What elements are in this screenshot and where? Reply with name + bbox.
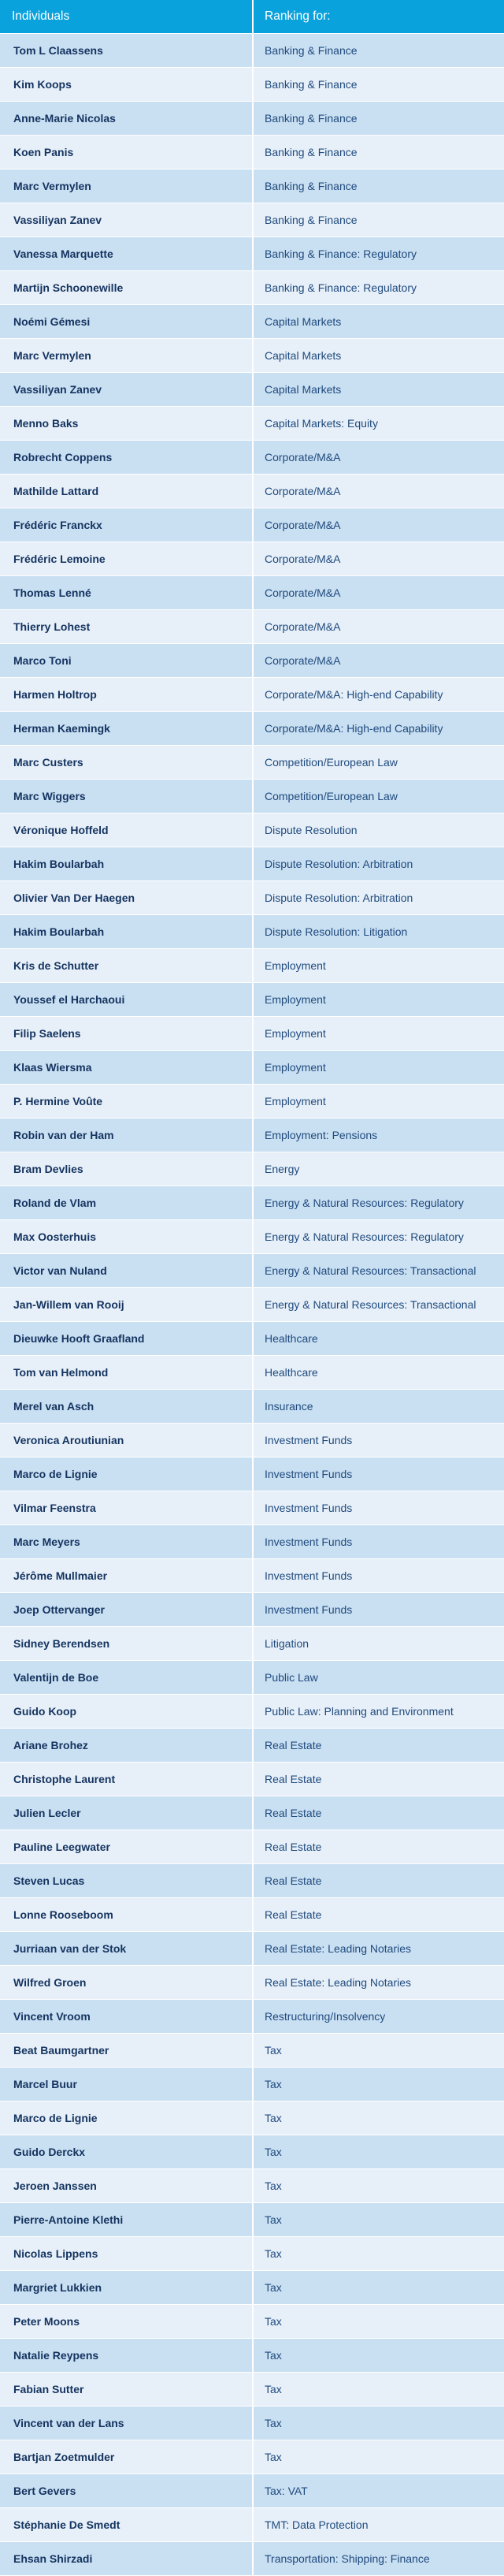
table-row: [0, 34, 504, 68]
individual-name: Vincent Vroom: [0, 2000, 252, 2034]
individual-name: Klaas Wiersma: [0, 1051, 252, 1085]
individual-name: Stéphanie De Smedt: [0, 2508, 252, 2542]
individual-name: Julien Lecler: [0, 1796, 252, 1830]
individual-name: Harmen Holtrop: [0, 678, 252, 712]
ranking-category: Dispute Resolution: Arbitration: [252, 881, 504, 915]
table-row: [0, 712, 504, 746]
ranking-category: Corporate/M&A: [252, 441, 504, 475]
individual-name: Véronique Hoffeld: [0, 813, 252, 847]
individual-name: Bram Devlies: [0, 1152, 252, 1186]
table-row: [0, 2440, 504, 2474]
ranking-category: Competition/European Law: [252, 746, 504, 780]
column-header-ranking: Ranking for:: [252, 0, 504, 34]
ranking-category: Corporate/M&A: [252, 542, 504, 576]
table-row: [0, 1525, 504, 1559]
ranking-category: Tax: [252, 2203, 504, 2237]
table-row: [0, 881, 504, 915]
ranking-category: Banking & Finance: Regulatory: [252, 237, 504, 271]
individual-name: Guido Derckx: [0, 2135, 252, 2169]
table-row: [0, 2407, 504, 2440]
ranking-category: Employment: [252, 983, 504, 1017]
individual-name: Marc Vermylen: [0, 339, 252, 373]
table-row: [0, 1254, 504, 1288]
table-row: [0, 1661, 504, 1695]
individual-name: Valentijn de Boe: [0, 1661, 252, 1695]
ranking-category: Investment Funds: [252, 1457, 504, 1491]
individual-name: P. Hermine Voûte: [0, 1085, 252, 1119]
ranking-category: Banking & Finance: [252, 102, 504, 136]
individual-name: Vanessa Marquette: [0, 237, 252, 271]
individual-name: Max Oosterhuis: [0, 1220, 252, 1254]
table-row: [0, 2135, 504, 2169]
table-row: [0, 1830, 504, 1864]
individual-name: Nicolas Lippens: [0, 2237, 252, 2271]
table-row: [0, 407, 504, 441]
ranking-category: Healthcare: [252, 1356, 504, 1390]
table-row: [0, 2373, 504, 2407]
individual-name: Marc Custers: [0, 746, 252, 780]
table-row: [0, 678, 504, 712]
ranking-category: Investment Funds: [252, 1491, 504, 1525]
individual-name: Bert Gevers: [0, 2474, 252, 2508]
individual-name: Filip Saelens: [0, 1017, 252, 1051]
ranking-category: Tax: VAT: [252, 2474, 504, 2508]
table-row: [0, 1424, 504, 1457]
individual-name: Frédéric Lemoine: [0, 542, 252, 576]
table-row: [0, 508, 504, 542]
individual-name: Herman Kaemingk: [0, 712, 252, 746]
table-body: [0, 34, 504, 2576]
individual-name: Marc Wiggers: [0, 780, 252, 813]
ranking-category: Real Estate: [252, 1729, 504, 1763]
table-row: [0, 1186, 504, 1220]
individual-name: Dieuwke Hooft Graafland: [0, 1322, 252, 1356]
table-row: [0, 373, 504, 407]
ranking-category: Banking & Finance: [252, 203, 504, 237]
individual-name: Vassiliyan Zanev: [0, 373, 252, 407]
ranking-category: Dispute Resolution: Arbitration: [252, 847, 504, 881]
column-header-individuals: Individuals: [0, 0, 252, 34]
ranking-category: Banking & Finance: [252, 169, 504, 203]
individual-name: Kris de Schutter: [0, 949, 252, 983]
table-row: [0, 949, 504, 983]
table-row: [0, 1559, 504, 1593]
individual-name: Noémi Gémesi: [0, 305, 252, 339]
table-row: [0, 441, 504, 475]
ranking-category: Employment: [252, 1085, 504, 1119]
ranking-category: Corporate/M&A: High-end Capability: [252, 678, 504, 712]
ranking-category: Tax: [252, 2305, 504, 2339]
individual-name: Martijn Schoonewille: [0, 271, 252, 305]
ranking-category: Real Estate: [252, 1864, 504, 1898]
table-row: [0, 813, 504, 847]
table-row: [0, 1796, 504, 1830]
table-row: [0, 644, 504, 678]
individual-name: Veronica Aroutiunian: [0, 1424, 252, 1457]
table-row: [0, 2474, 504, 2508]
ranking-category: Insurance: [252, 1390, 504, 1424]
table-row: [0, 1322, 504, 1356]
individual-name: Thomas Lenné: [0, 576, 252, 610]
ranking-category: Real Estate: [252, 1898, 504, 1932]
individual-name: Guido Koop: [0, 1695, 252, 1729]
individual-name: Joep Ottervanger: [0, 1593, 252, 1627]
table-row: [0, 2339, 504, 2373]
individual-name: Tom van Helmond: [0, 1356, 252, 1390]
ranking-category: Healthcare: [252, 1322, 504, 1356]
ranking-category: Real Estate: [252, 1796, 504, 1830]
individual-name: Vilmar Feenstra: [0, 1491, 252, 1525]
table-row: [0, 1763, 504, 1796]
individual-name: Frédéric Franckx: [0, 508, 252, 542]
ranking-category: Capital Markets: [252, 339, 504, 373]
ranking-category: Real Estate: Leading Notaries: [252, 1932, 504, 1966]
table-row: [0, 1457, 504, 1491]
individual-name: Roland de Vlam: [0, 1186, 252, 1220]
table-row: [0, 915, 504, 949]
ranking-category: Corporate/M&A: [252, 508, 504, 542]
individual-name: Youssef el Harchaoui: [0, 983, 252, 1017]
table-row: [0, 1932, 504, 1966]
ranking-category: Public Law: Planning and Environment: [252, 1695, 504, 1729]
table-row: [0, 339, 504, 373]
individual-name: Jan-Willem van Rooij: [0, 1288, 252, 1322]
table-row: [0, 1051, 504, 1085]
individual-name: Jérôme Mullmaier: [0, 1559, 252, 1593]
table-row: [0, 2169, 504, 2203]
individual-name: Vassiliyan Zanev: [0, 203, 252, 237]
ranking-category: Banking & Finance: [252, 34, 504, 68]
table-row: [0, 746, 504, 780]
individual-name: Peter Moons: [0, 2305, 252, 2339]
table-row: [0, 1491, 504, 1525]
ranking-category: Corporate/M&A: High-end Capability: [252, 712, 504, 746]
individual-name: Margriet Lukkien: [0, 2271, 252, 2305]
ranking-category: Employment: [252, 1017, 504, 1051]
individual-name: Sidney Berendsen: [0, 1627, 252, 1661]
table-row: [0, 1695, 504, 1729]
individual-name: Robrecht Coppens: [0, 441, 252, 475]
table-row: [0, 1864, 504, 1898]
table-row: [0, 1119, 504, 1152]
table-row: [0, 2068, 504, 2101]
individual-name: Mathilde Lattard: [0, 475, 252, 508]
table-row: [0, 847, 504, 881]
table-row: [0, 203, 504, 237]
ranking-category: Energy & Natural Resources: Transactional: [252, 1288, 504, 1322]
table-row: [0, 1017, 504, 1051]
table-row: [0, 68, 504, 102]
table-row: [0, 2508, 504, 2542]
ranking-category: Public Law: [252, 1661, 504, 1695]
table-row: [0, 2034, 504, 2068]
individual-name: Christophe Laurent: [0, 1763, 252, 1796]
individual-name: Jeroen Janssen: [0, 2169, 252, 2203]
ranking-category: Tax: [252, 2034, 504, 2068]
ranking-category: Employment: [252, 949, 504, 983]
individual-name: Ariane Brohez: [0, 1729, 252, 1763]
individual-name: Natalie Reypens: [0, 2339, 252, 2373]
table-row: [0, 1390, 504, 1424]
table-row: [0, 136, 504, 169]
ranking-category: Employment: Pensions: [252, 1119, 504, 1152]
individual-name: Lonne Rooseboom: [0, 1898, 252, 1932]
individual-name: Wilfred Groen: [0, 1966, 252, 2000]
table-row: [0, 1729, 504, 1763]
table-row: [0, 1152, 504, 1186]
individual-name: Fabian Sutter: [0, 2373, 252, 2407]
ranking-category: Dispute Resolution: [252, 813, 504, 847]
ranking-category: Capital Markets: [252, 305, 504, 339]
ranking-category: Tax: [252, 2237, 504, 2271]
ranking-category: Energy & Natural Resources: Regulatory: [252, 1186, 504, 1220]
table-row: [0, 1627, 504, 1661]
header-row: [0, 0, 504, 34]
table-row: [0, 2542, 504, 2576]
ranking-category: Investment Funds: [252, 1525, 504, 1559]
table-row: [0, 983, 504, 1017]
individual-name: Robin van der Ham: [0, 1119, 252, 1152]
individual-name: Bartjan Zoetmulder: [0, 2440, 252, 2474]
individual-name: Victor van Nuland: [0, 1254, 252, 1288]
individual-name: Koen Panis: [0, 136, 252, 169]
individual-name: Kim Koops: [0, 68, 252, 102]
table-row: [0, 1593, 504, 1627]
table-row: [0, 1898, 504, 1932]
ranking-category: Investment Funds: [252, 1424, 504, 1457]
ranking-category: Litigation: [252, 1627, 504, 1661]
table-row: [0, 2271, 504, 2305]
ranking-category: Banking & Finance: Regulatory: [252, 271, 504, 305]
individual-name: Ehsan Shirzadi: [0, 2542, 252, 2576]
individual-name: Tom L Claassens: [0, 34, 252, 68]
ranking-category: Transportation: Shipping: Finance: [252, 2542, 504, 2576]
table-row: [0, 1288, 504, 1322]
individual-name: Marc Meyers: [0, 1525, 252, 1559]
ranking-category: Real Estate: Leading Notaries: [252, 1966, 504, 2000]
individual-name: Anne-Marie Nicolas: [0, 102, 252, 136]
table-row: [0, 2203, 504, 2237]
ranking-category: Banking & Finance: [252, 68, 504, 102]
individual-name: Pierre-Antoine Klethi: [0, 2203, 252, 2237]
table-row: [0, 102, 504, 136]
table-row: [0, 610, 504, 644]
ranking-category: Corporate/M&A: [252, 475, 504, 508]
individual-name: Hakim Boularbah: [0, 915, 252, 949]
ranking-category: Restructuring/Insolvency: [252, 2000, 504, 2034]
individual-name: Thierry Lohest: [0, 610, 252, 644]
individual-name: Marcel Buur: [0, 2068, 252, 2101]
ranking-category: Energy & Natural Resources: Transactional: [252, 1254, 504, 1288]
ranking-category: Tax: [252, 2271, 504, 2305]
ranking-category: Energy: [252, 1152, 504, 1186]
ranking-category: Corporate/M&A: [252, 644, 504, 678]
table-row: [0, 1966, 504, 2000]
table-row: [0, 169, 504, 203]
ranking-category: Tax: [252, 2068, 504, 2101]
ranking-category: Capital Markets: Equity: [252, 407, 504, 441]
ranking-category: Dispute Resolution: Litigation: [252, 915, 504, 949]
ranking-category: Investment Funds: [252, 1593, 504, 1627]
table-row: [0, 475, 504, 508]
table-row: [0, 2000, 504, 2034]
table-header: [0, 0, 504, 34]
table-row: [0, 305, 504, 339]
ranking-category: Capital Markets: [252, 373, 504, 407]
individual-name: Jurriaan van der Stok: [0, 1932, 252, 1966]
individual-name: Marco de Lignie: [0, 1457, 252, 1491]
individual-name: Beat Baumgartner: [0, 2034, 252, 2068]
individual-name: Pauline Leegwater: [0, 1830, 252, 1864]
ranking-category: Investment Funds: [252, 1559, 504, 1593]
ranking-category: Real Estate: [252, 1763, 504, 1796]
ranking-category: Tax: [252, 2339, 504, 2373]
individual-name: Marco de Lignie: [0, 2101, 252, 2135]
table-row: [0, 2305, 504, 2339]
table-row: [0, 2101, 504, 2135]
table-row: [0, 2237, 504, 2271]
individual-name: Vincent van der Lans: [0, 2407, 252, 2440]
ranking-category: Tax: [252, 2407, 504, 2440]
ranking-category: Competition/European Law: [252, 780, 504, 813]
individual-name: Steven Lucas: [0, 1864, 252, 1898]
ranking-category: Energy & Natural Resources: Regulatory: [252, 1220, 504, 1254]
ranking-category: Tax: [252, 2101, 504, 2135]
individual-name: Olivier Van Der Haegen: [0, 881, 252, 915]
individual-name: Merel van Asch: [0, 1390, 252, 1424]
table-row: [0, 1356, 504, 1390]
ranking-category: TMT: Data Protection: [252, 2508, 504, 2542]
ranking-category: Corporate/M&A: [252, 610, 504, 644]
table-row: [0, 271, 504, 305]
table-row: [0, 1220, 504, 1254]
ranking-category: Tax: [252, 2440, 504, 2474]
ranking-category: Banking & Finance: [252, 136, 504, 169]
ranking-category: Tax: [252, 2373, 504, 2407]
ranking-category: Real Estate: [252, 1830, 504, 1864]
individual-name: Menno Baks: [0, 407, 252, 441]
ranking-category: Tax: [252, 2135, 504, 2169]
individual-name: Marco Toni: [0, 644, 252, 678]
ranking-category: Employment: [252, 1051, 504, 1085]
individual-name: Marc Vermylen: [0, 169, 252, 203]
ranking-category: Tax: [252, 2169, 504, 2203]
table-row: [0, 780, 504, 813]
ranking-category: Corporate/M&A: [252, 576, 504, 610]
table-row: [0, 542, 504, 576]
table-row: [0, 576, 504, 610]
table-row: [0, 1085, 504, 1119]
individual-name: Hakim Boularbah: [0, 847, 252, 881]
table-row: [0, 237, 504, 271]
